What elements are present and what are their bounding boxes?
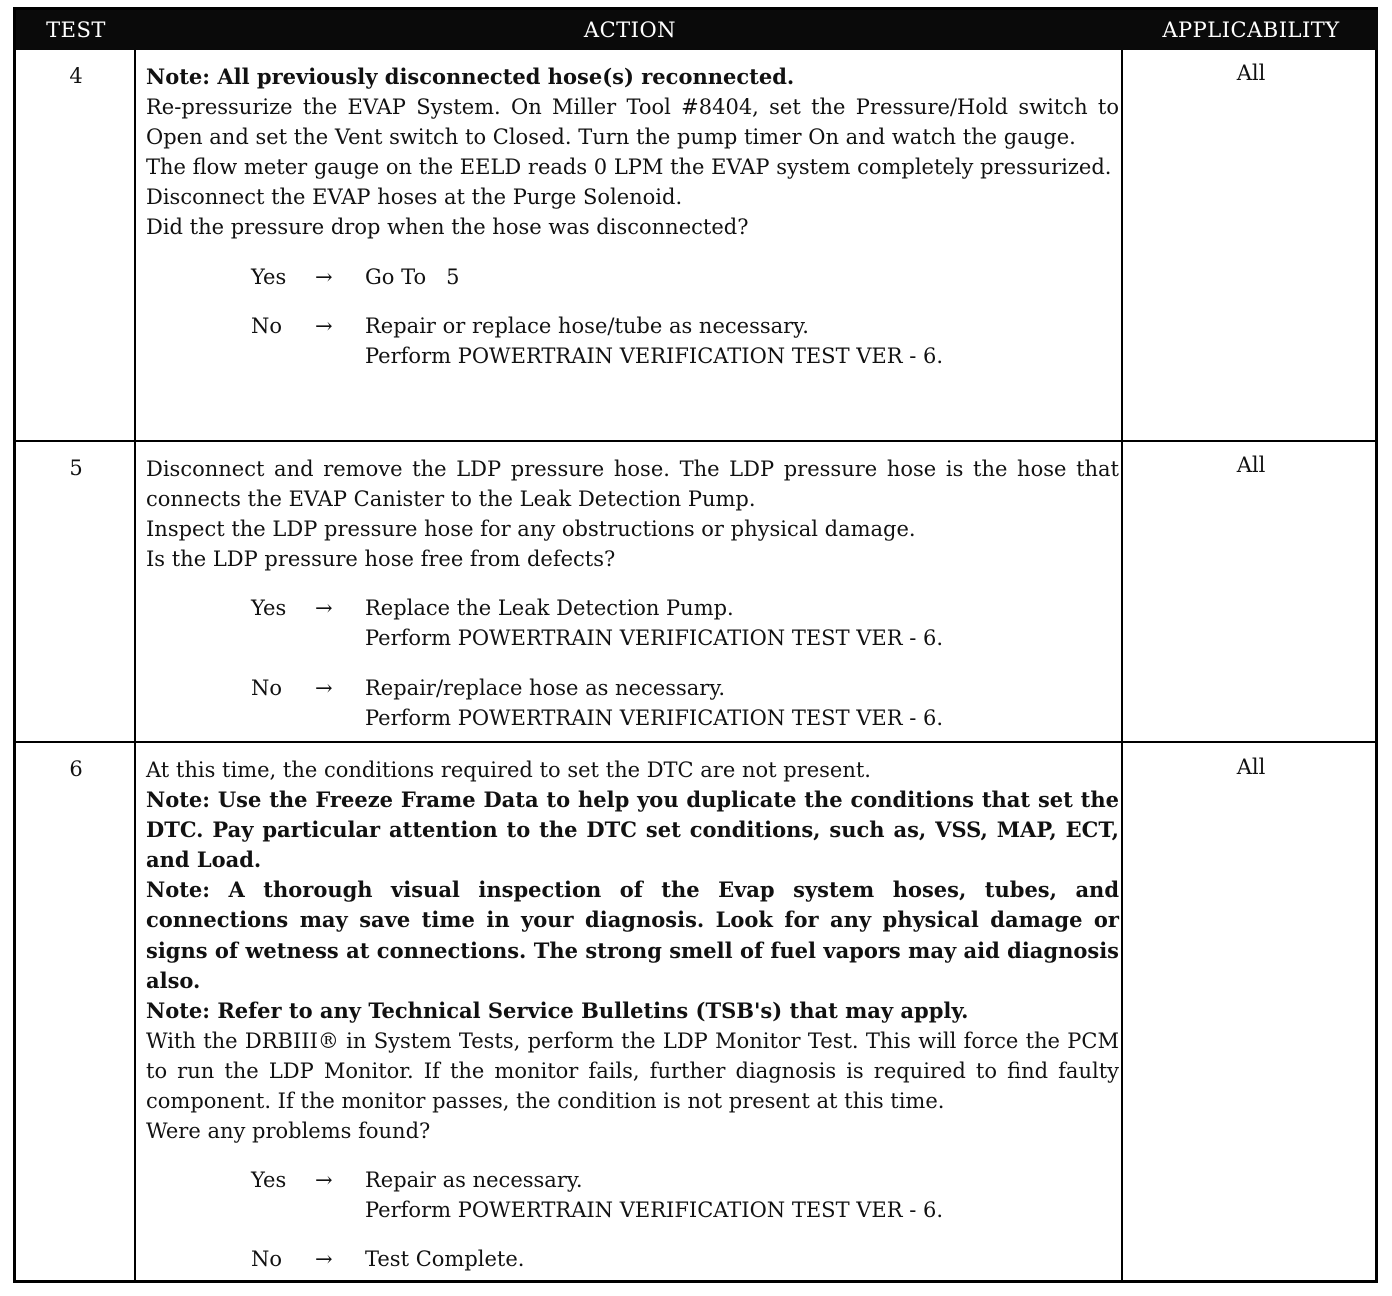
- arrow-icon: →: [315, 313, 333, 338]
- action-question: Did the pressure drop when the hose was disconnected?: [146, 215, 749, 240]
- yes-branch: [251, 1165, 1119, 1225]
- test-number: 4: [69, 64, 83, 88]
- action-cell: [146, 755, 1119, 1275]
- note-line: Note: All previously disconnected hose(s) reconnected.: [146, 64, 795, 89]
- action-text: The flow meter gauge on the EELD reads 0 LPM the EVAP system completely pressurized.: [146, 155, 1112, 180]
- no-branch: [251, 311, 1119, 371]
- header-action: ACTION: [136, 10, 1124, 50]
- note-line: Note: A thorough visual inspection of the Evap system hoses, tubes, and connections may save time in your diagnosis. Look for any physical damage or signs of wetness at connections. The strong smell of fuel vapors may aid diagnosis also.: [146, 877, 1119, 993]
- arrow-icon: →: [315, 596, 333, 621]
- no-result: Repair or replace hose/tube as necessary. Perform POWERTRAIN VERIFICATION TEST VER - 6.: [365, 313, 944, 368]
- arrow-icon: →: [315, 1168, 333, 1193]
- note-line: Note: Refer to any Technical Service Bulletins (TSB's) that may apply.: [146, 997, 969, 1023]
- column-divider: [134, 50, 136, 1280]
- no-label: No: [251, 675, 283, 700]
- test-number: 5: [69, 456, 83, 480]
- action-cell: [146, 62, 1119, 371]
- row-divider: [16, 440, 1375, 442]
- applicability-value: All: [1236, 453, 1266, 477]
- yes-label: Yes: [251, 1168, 287, 1193]
- action-question: Were any problems found?: [146, 1119, 431, 1144]
- yes-label: Yes: [251, 264, 287, 289]
- yes-result: Go To 5: [365, 264, 460, 289]
- arrow-icon: →: [315, 675, 333, 700]
- yes-branch: [251, 262, 1119, 292]
- no-label: No: [251, 1247, 283, 1272]
- yes-branch: [251, 593, 1119, 653]
- action-cell: [146, 454, 1119, 733]
- no-result: Repair/replace hose as necessary. Perform POWERTRAIN VERIFICATION TEST VER - 6.: [365, 675, 944, 730]
- yes-result: Repair as necessary. Perform POWERTRAIN VERIFICATION TEST VER - 6.: [365, 1168, 944, 1223]
- action-text: With the DRBIII® in System Tests, perform the LDP Monitor Test. This will force the PCM to run the LDP Monitor. If the monitor fails, further diagnosis is required to find faulty component. If the monitor passes, the condition is not present at this time.: [146, 1028, 1119, 1114]
- header-applicability: APPLICABILITY: [1124, 10, 1378, 50]
- action-text: Disconnect the EVAP hoses at the Purge Solenoid.: [146, 185, 683, 210]
- no-result: Test Complete.: [365, 1247, 525, 1272]
- no-branch: [251, 1244, 1119, 1274]
- applicability-value: All: [1236, 61, 1266, 85]
- row-divider: [16, 741, 1375, 743]
- diagnostic-table: [13, 7, 1378, 1283]
- action-text: Inspect the LDP pressure hose for any obstructions or physical damage.: [146, 517, 916, 542]
- action-text: Re-pressurize the EVAP System. On Miller Tool #8404, set the Pressure/Hold switch to Open and set the Vent switch to Closed. Turn the pump timer On and watch the gauge.: [146, 95, 1119, 150]
- note-line: Note: Use the Freeze Frame Data to help you duplicate the conditions that set the DTC. Pay particular attention to the DTC set conditions, such as, VSS, MAP, ECT, and Load.: [146, 787, 1119, 873]
- action-text: Disconnect and remove the LDP pressure hose. The LDP pressure hose is the hose that connects the EVAP Canister to the Leak Detection Pump.: [146, 457, 1119, 512]
- no-label: No: [251, 313, 283, 338]
- column-divider: [1121, 50, 1123, 1280]
- test-number: 6: [69, 757, 83, 781]
- yes-result: Replace the Leak Detection Pump. Perform POWERTRAIN VERIFICATION TEST VER - 6.: [365, 596, 944, 651]
- no-branch: [251, 673, 1119, 733]
- arrow-icon: →: [315, 1247, 333, 1272]
- yes-label: Yes: [251, 596, 287, 621]
- applicability-value: All: [1236, 755, 1266, 779]
- header-test: TEST: [16, 10, 136, 50]
- arrow-icon: →: [315, 264, 333, 289]
- action-text: At this time, the conditions required to set the DTC are not present.: [146, 758, 871, 782]
- action-question: Is the LDP pressure hose free from defects?: [146, 547, 616, 572]
